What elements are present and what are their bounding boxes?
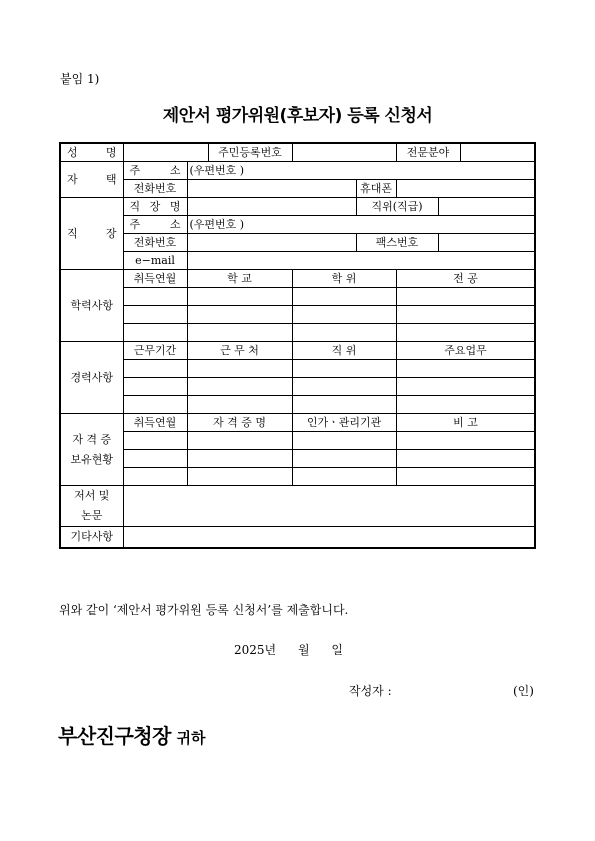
education-cell[interactable] [292, 306, 396, 324]
license-header: 인가ㆍ관리기관 [292, 414, 396, 432]
license-cell[interactable] [396, 432, 535, 450]
career-cell[interactable] [292, 360, 396, 378]
license-header: 비 고 [396, 414, 535, 432]
license-cell[interactable] [123, 468, 187, 486]
work-phone-label: 전화번호 [123, 234, 187, 252]
education-cell[interactable] [123, 324, 187, 342]
work-email-label: e−mail [123, 252, 187, 270]
education-cell[interactable] [187, 324, 292, 342]
license-cell[interactable] [187, 450, 292, 468]
work-company-input[interactable] [187, 198, 356, 216]
license-section-label: 자 격 증 보유현황 [60, 414, 123, 486]
writer-label: 작성자 : [349, 684, 392, 698]
career-cell[interactable] [123, 360, 187, 378]
home-section-label: 자 택 [60, 162, 123, 198]
license-cell[interactable] [123, 432, 187, 450]
education-cell[interactable] [187, 288, 292, 306]
work-fax-input[interactable] [438, 234, 535, 252]
education-cell[interactable] [396, 288, 535, 306]
license-cell[interactable] [396, 468, 535, 486]
recipient-suffix: 귀하 [176, 729, 206, 747]
education-cell[interactable] [396, 306, 535, 324]
license-header: 취득연월 [123, 414, 187, 432]
license-cell[interactable] [123, 450, 187, 468]
license-cell[interactable] [292, 468, 396, 486]
publications-section-label: 저서 및 논문 [60, 486, 123, 527]
application-form-table [59, 142, 536, 549]
work-email-input[interactable] [187, 252, 535, 270]
license-cell[interactable] [292, 450, 396, 468]
license-cell[interactable] [187, 468, 292, 486]
education-cell[interactable] [396, 324, 535, 342]
attachment-label: 붙임 1) [60, 72, 100, 86]
education-section-label: 학력사항 [60, 270, 123, 342]
recipient-name: 부산진구청장 [58, 724, 171, 748]
work-company-label: 직 장 명 [123, 198, 187, 216]
field-input[interactable] [460, 143, 535, 162]
others-input[interactable] [123, 527, 535, 549]
work-section-label: 직 장 [60, 198, 123, 270]
home-phone-label: 전화번호 [123, 180, 187, 198]
career-header: 직 위 [292, 342, 396, 360]
education-cell[interactable] [292, 324, 396, 342]
career-section-label: 경력사항 [60, 342, 123, 414]
recipient [58, 720, 205, 749]
education-header: 학 위 [292, 270, 396, 288]
work-position-label: 직위(직급) [356, 198, 438, 216]
form-title: 제안서 평가위원(후보자) 등록 신청서 [162, 106, 433, 126]
career-cell[interactable] [396, 378, 535, 396]
career-header: 근 무 처 [187, 342, 292, 360]
home-address-input[interactable]: (우편번호 ) [187, 162, 535, 180]
name-input[interactable] [123, 143, 208, 162]
work-phone-input[interactable] [187, 234, 356, 252]
rrn-label: 주민등록번호 [208, 143, 292, 162]
work-position-input[interactable] [438, 198, 535, 216]
home-phone-input[interactable] [187, 180, 356, 198]
career-cell[interactable] [187, 378, 292, 396]
work-address-label: 주 소 [123, 216, 187, 234]
career-cell[interactable] [292, 378, 396, 396]
career-header: 근무기간 [123, 342, 187, 360]
career-cell[interactable] [396, 396, 535, 414]
education-header: 취득연월 [123, 270, 187, 288]
career-cell[interactable] [123, 378, 187, 396]
career-cell[interactable] [187, 360, 292, 378]
publications-input[interactable] [123, 486, 535, 527]
career-cell[interactable] [187, 396, 292, 414]
date-line: 2025년 월 일 [234, 643, 343, 657]
license-cell[interactable] [396, 450, 535, 468]
education-cell[interactable] [187, 306, 292, 324]
license-header: 자 격 증 명 [187, 414, 292, 432]
home-mobile-input[interactable] [396, 180, 535, 198]
education-cell[interactable] [292, 288, 396, 306]
career-cell[interactable] [292, 396, 396, 414]
license-cell[interactable] [292, 432, 396, 450]
others-section-label: 기타사항 [60, 527, 123, 549]
home-address-label: 주 소 [123, 162, 187, 180]
seal-label: (인) [513, 684, 534, 698]
education-cell[interactable] [123, 306, 187, 324]
rrn-input[interactable] [292, 143, 396, 162]
education-header: 전 공 [396, 270, 535, 288]
work-address-input[interactable]: (우편번호 ) [187, 216, 535, 234]
career-header: 주요업무 [396, 342, 535, 360]
education-header: 학 교 [187, 270, 292, 288]
license-cell[interactable] [187, 432, 292, 450]
field-label: 전문분야 [396, 143, 460, 162]
career-cell[interactable] [123, 396, 187, 414]
education-cell[interactable] [123, 288, 187, 306]
work-fax-label: 팩스번호 [356, 234, 438, 252]
name-label: 성 명 [60, 143, 123, 162]
submission-statement: 위와 같이 ‘제안서 평가위원 등록 신청서’를 제출합니다. [59, 603, 349, 617]
home-mobile-label: 휴대폰 [356, 180, 396, 198]
career-cell[interactable] [396, 360, 535, 378]
